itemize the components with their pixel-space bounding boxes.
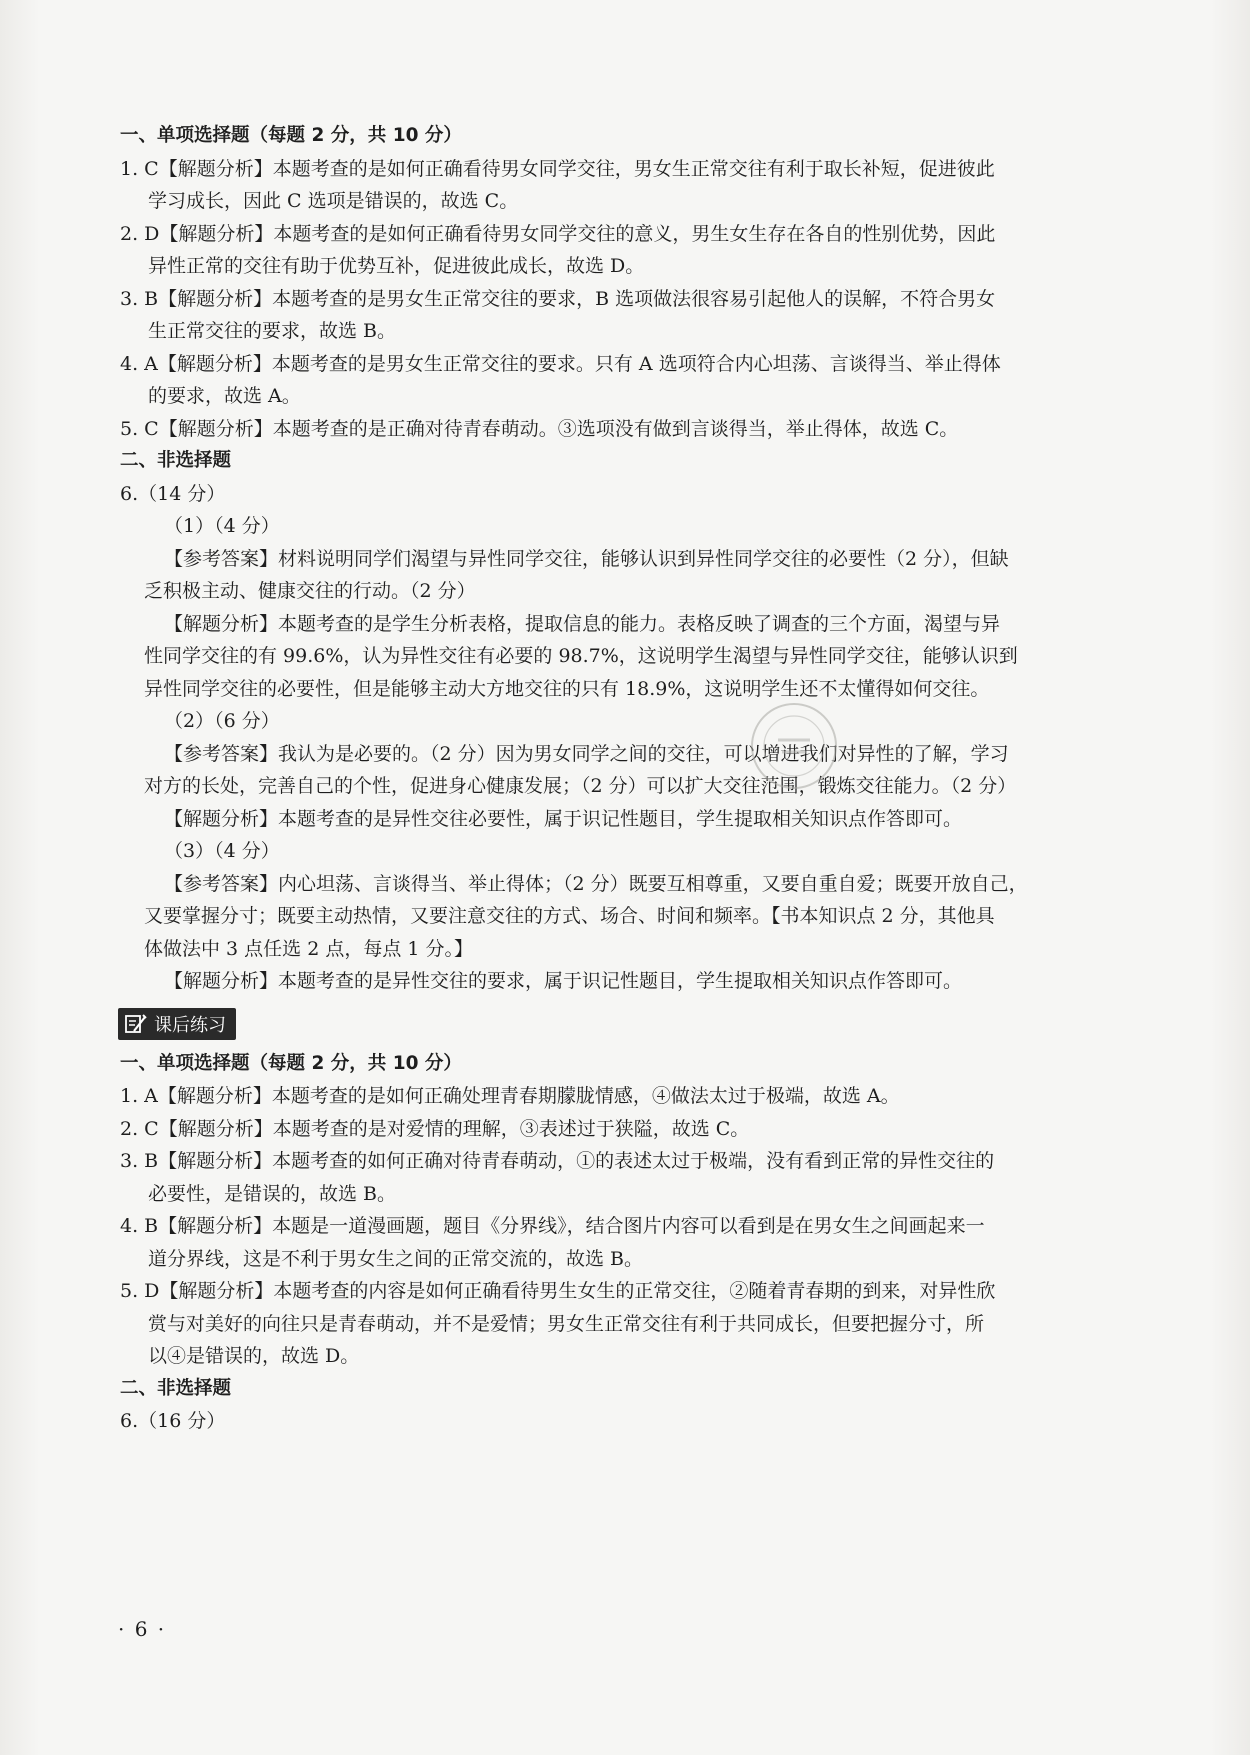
answer2-q3-line2: 必要性，是错误的，故选 B。 [148,1182,397,1205]
q6-part2-label: （2）（6 分） [164,710,280,732]
answer-q4-line1: 4. A【解题分析】本题考查的是男女生正常交往的要求。只有 A 选项符合内心坦荡、言谈得当、举止得体 [120,352,1001,375]
answer2-q5-line2: 赏与对美好的向往只是青春萌动，并不是爱情；男女生正常交往有利于共同成长，但要把握分寸，所 [148,1312,985,1335]
after-class-practice-badge [118,1008,236,1040]
answer-q3-line1: 3. B【解题分析】本题考查的是男女生正常交往的要求，B 选项做法很容易引起他人的误解，不符合男女 [120,287,996,310]
q6-part1-analysis-line1: 【解题分析】本题考查的是学生分析表格，提取信息的能力。表格反映了调查的三个方面，渴望与异 [164,612,1001,635]
page-number: · 6 · [118,1617,167,1641]
answer-q1-line1: 1. C【解题分析】本题考查的是如何正确看待男女同学交往，男女生正常交往有利于取长补短，促进彼此 [120,157,995,180]
answer-q6-header: 6.（14 分） [120,482,226,505]
q6-part2-answer-line2: 对方的长处，完善自己的个性，促进身心健康发展；（2 分）可以扩大交往范围，锻炼交往能力。（2 分） [144,775,1017,797]
answer-q2-line1: 2. D【解题分析】本题考查的是如何正确看待男女同学交往的意义，男生女生存在各自的性别优势，因此 [120,222,996,245]
q6-part1-analysis-line3: 异性同学交往的必要性，但是能够主动大方地交往的只有 18.9%，这说明学生还不太懂得如何交往。 [144,677,990,700]
q6-part1-analysis-line2: 性同学交往的有 99.6%，认为异性交往有必要的 98.7%，这说明学生渴望与异性同学交往，能够认识到 [144,645,1018,667]
section2-title-single-choice: 一、单项选择题（每题 2 分，共 10 分） [120,1052,462,1074]
answer-q1-line2: 学习成长，因此 C 选项是错误的，故选 C。 [148,190,519,212]
answer-q5-line1: 5. C【解题分析】本题考查的是正确对待青春萌动。③选项没有做到言谈得当，举止得体，故选 C。 [120,417,959,440]
q6-part3-answer-line3: 体做法中 3 点任选 2 点，每点 1 分。】 [144,937,474,960]
answer2-q4-line1: 4. B【解题分析】本题是一道漫画题，题目《分界线》，结合图片内容可以看到是在男女生之间画起来一 [120,1215,985,1237]
answer-q2-line2: 异性正常的交往有助于优势互补，促进彼此成长，故选 D。 [148,255,645,277]
q6-part3-label: （3）（4 分） [164,840,280,862]
answer-q3-line2: 生正常交往的要求，故选 B。 [148,320,397,342]
q6-part2-analysis: 【解题分析】本题考查的是异性交往必要性，属于识记性题目，学生提取相关知识点作答即可。 [164,807,963,830]
answer2-q2: 2. C【解题分析】本题考查的是对爱情的理解，③表述过于狭隘，故选 C。 [120,1117,750,1140]
answer2-q4-line2: 道分界线，这是不利于男女生之间的正常交流的，故选 B。 [148,1247,644,1270]
section2-title-non-choice: 二、非选择题 [120,1377,232,1399]
q6-part3-analysis: 【解题分析】本题考查的是异性交往的要求，属于识记性题目，学生提取相关知识点作答即可。 [164,970,963,992]
answer2-q5-line1: 5. D【解题分析】本题考查的内容是如何正确看待男生女生的正常交往，②随着青春期的到来，对异性欣 [120,1280,996,1302]
answer2-q6-header: 6.（16 分） [120,1410,226,1432]
section-badge-row [120,1002,1140,1046]
q6-part2-answer-line1: 【参考答案】我认为是必要的。（2 分）因为男女同学之间的交往，可以增进我们对异性的了解，学习 [164,742,1009,765]
badge-label: 课后练习 [154,1014,226,1036]
answer2-q5-line3: 以④是错误的，故选 D。 [148,1345,360,1367]
pencil-note-icon [124,1013,148,1035]
page-content [120,120,1140,1438]
section-title-non-choice: 二、非选择题 [120,450,232,471]
q6-part1-answer-line1: 【参考答案】材料说明同学们渴望与异性同学交往，能够认识到异性同学交往的必要性（2 分），但缺 [164,547,1009,570]
answer-q4-line2: 的要求，故选 A。 [148,385,301,407]
section-title-single-choice: 一、单项选择题（每题 2 分，共 10 分） [120,125,462,146]
q6-part1-answer-line2: 乏积极主动、健康交往的行动。（2 分） [144,580,476,602]
answer2-q1: 1. A【解题分析】本题考查的是如何正确处理青春期朦胧情感，④做法太过于极端，故选 A。 [120,1085,900,1107]
seal-stamp-icon [748,700,840,792]
q6-part3-answer-line2: 又要掌握分寸；既要主动热情，又要注意交往的方式、场合、时间和频率。【书本知识点 2 分，其他具 [144,905,995,927]
q6-part3-answer-line1: 【参考答案】内心坦荡、言谈得当、举止得体；（2 分）既要互相尊重，又要自重自爱；既要开放自己， [164,872,1028,895]
answer2-q3-line1: 3. B【解题分析】本题考查的如何正确对待青春萌动，①的表述太过于极端，没有看到正常的异性交往的 [120,1150,995,1172]
q6-part1-label: （1）（4 分） [164,515,280,537]
